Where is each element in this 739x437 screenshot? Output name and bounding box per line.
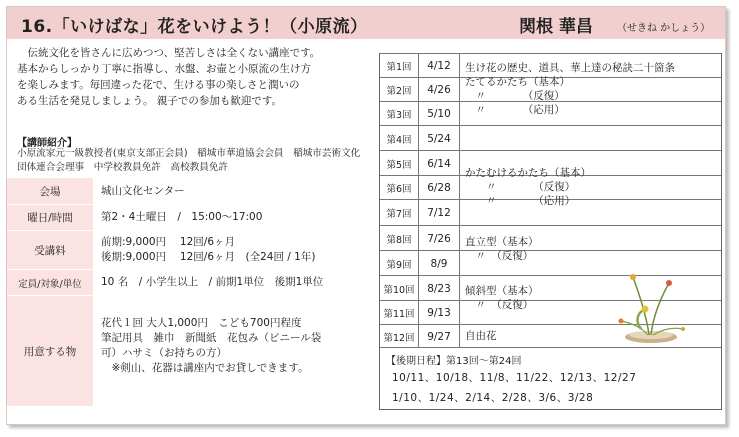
items-line: 可）ハサミ（お持ちの方）: [101, 347, 227, 359]
session-date: 4/12: [419, 54, 460, 78]
fee-label: 受講料: [7, 231, 93, 269]
session-date: 5/24: [419, 126, 460, 151]
venue-label: 会場: [7, 178, 93, 204]
session-date: 8/9: [419, 251, 460, 276]
venue-row: [7, 177, 373, 204]
session-date: 6/14: [419, 151, 460, 176]
session-date: 6/28: [419, 176, 460, 200]
session-row: [380, 225, 721, 251]
schedule-row: [7, 204, 373, 230]
session-number: 第4回: [380, 126, 419, 151]
session-date: 7/26: [419, 226, 460, 251]
items-line: 筆記用具 雑巾 新聞紙 花包み（ビニール袋: [101, 332, 322, 344]
session-number: 第6回: [380, 176, 419, 200]
session-number: 第11回: [380, 301, 419, 325]
session-number: 第12回: [380, 325, 419, 348]
later-dates-line: 1/10、1/24、2/14、2/28、3/6、3/28: [392, 392, 594, 404]
later-schedule-heading: 【後期日程】第13回～第24回: [386, 356, 522, 367]
session-number: 第1回: [380, 54, 419, 78]
items-value: [101, 296, 369, 426]
session-date: 9/13: [419, 301, 460, 325]
topic-free-style: 自由花: [465, 330, 497, 342]
items-row: [7, 295, 373, 406]
instructor-reading: （せきね かしょう）: [617, 23, 711, 34]
topic-slanted-type: 傾斜型（基本） 〃 （反復）: [465, 285, 539, 311]
topic-upright-type: 直立型（基本） 〃 （反復）: [465, 236, 539, 262]
items-label: 用意する物: [7, 296, 93, 406]
session-number: 第2回: [380, 78, 419, 102]
schedule-table: [379, 53, 722, 410]
capacity-label: 定員/対象/単位: [7, 270, 93, 295]
course-header: [7, 7, 725, 39]
session-number: 第10回: [380, 276, 419, 301]
items-line: ※剣山、花器は講座内でお貸しできます。: [101, 362, 309, 374]
topic-slanting-form: かたむけるかたち（基本） 〃 （反復） 〃 （応用）: [465, 167, 591, 207]
fee-second-half: 後期:9,000円 12回/6ヶ月 (全24回 / 1年): [101, 251, 316, 263]
session-date: 7/12: [419, 200, 460, 226]
capacity-row: [7, 269, 373, 295]
lecturer-heading: 【講師紹介】: [17, 138, 77, 149]
topic-basic-upright: 生け花の歴史、道具、華上達の秘訣二十箇条 たてるかたち（基本） 〃 （反復） 〃 （応用）: [465, 62, 675, 116]
session-number: 第7回: [380, 200, 419, 226]
intro-text: 伝統文化を皆さんに広めつつ、堅苦しさは全くない講座です。 基本からしっかり丁寧に指導し、水盤、お壷と小原流の生け方 を楽しみます。毎回違った花で、生ける事の楽しさと潤いの ある生活を発見しましょう。 親子での参加も歓迎です。: [17, 47, 321, 107]
session-number: 第3回: [380, 102, 419, 126]
later-dates-line: 10/11、10/18、11/8、11/22、12/13、12/27: [392, 372, 637, 384]
instructor-name: 関根 華昌: [519, 17, 593, 37]
session-date: 4/26: [419, 78, 460, 102]
lecturer-text: 小原流家元一級教授者(東京支部正会員) 稲城市華道協会会員 稲城市芸術文化団体連合会理事 中学校教員免許 高校教員免許: [17, 148, 361, 173]
session-number: 第9回: [380, 251, 419, 276]
course-card: [6, 6, 726, 425]
fee-row: [7, 230, 373, 269]
fee-first-half: 前期:9,000円 12回/6ヶ月: [101, 236, 236, 248]
session-date: 9/27: [419, 325, 460, 348]
session-row: [380, 125, 721, 151]
ikebana-flower-illustration: [611, 269, 691, 349]
session-date: 5/10: [419, 102, 460, 126]
fee-value: [101, 231, 369, 269]
session-date: 8/23: [419, 276, 460, 301]
later-schedule: [380, 347, 721, 410]
capacity-value: 10 名 / 小学生以上 / 前期1単位 後期1単位: [101, 276, 324, 288]
items-line: 花代１回 大人1,000円 こども700円程度: [101, 317, 302, 329]
session-number: 第5回: [380, 151, 419, 176]
venue-value: 城山文化センター: [101, 184, 185, 197]
session-number: 第8回: [380, 226, 419, 251]
schedule-value: 第2・4土曜日 / 15:00～17:00: [101, 211, 263, 223]
schedule-label: 曜日/時間: [7, 205, 93, 230]
course-title: 16.「いけばな」花をいけよう！（小原流）: [21, 17, 368, 37]
